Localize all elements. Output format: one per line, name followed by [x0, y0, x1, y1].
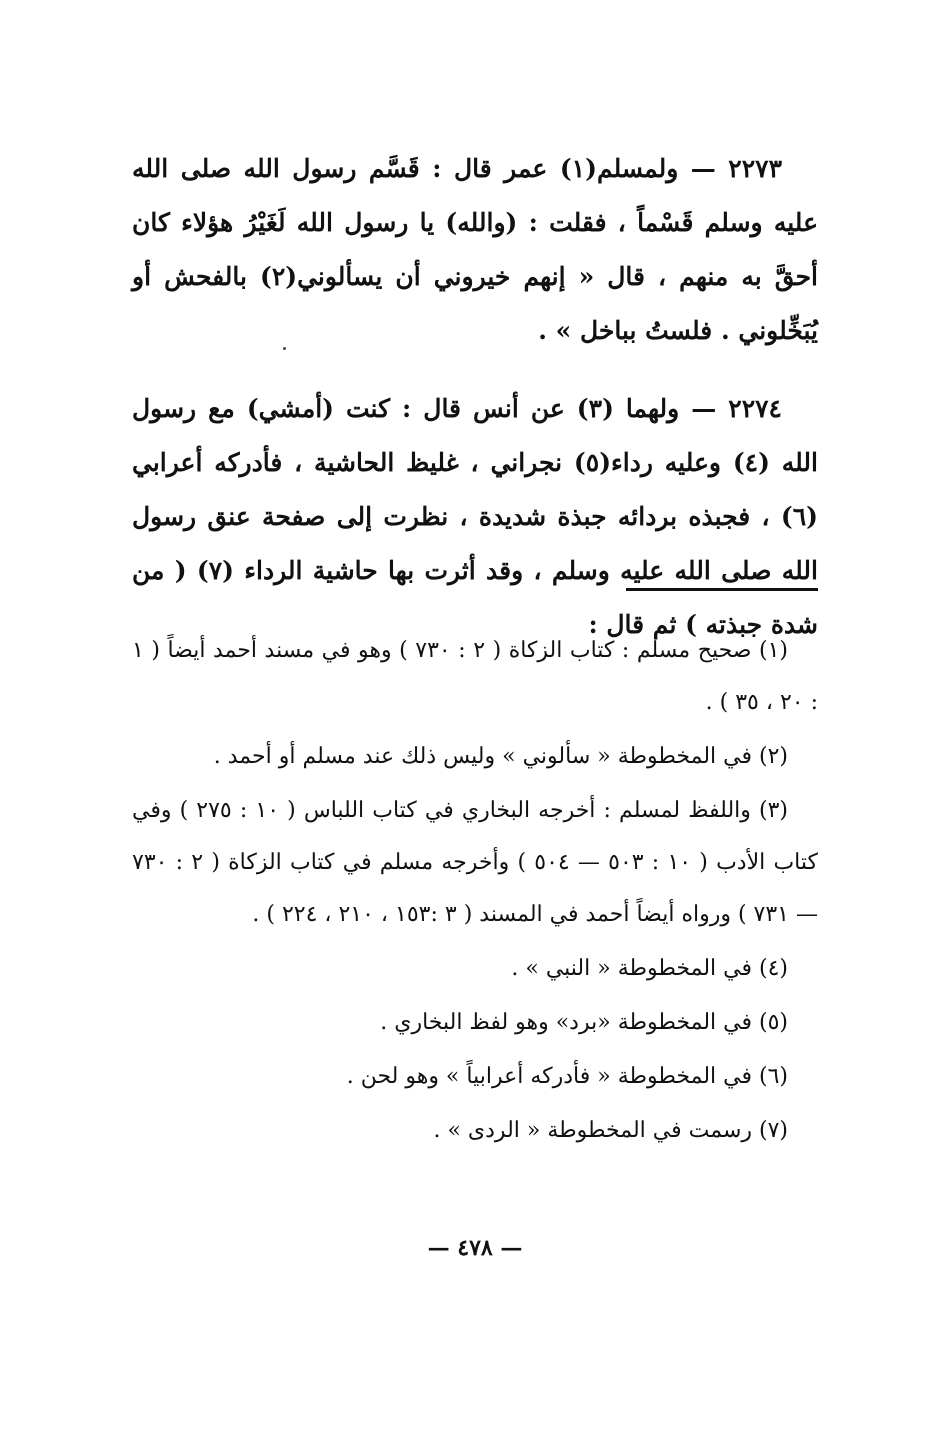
scan-speck [283, 347, 286, 350]
footnote-2: (٢) في المخطوطة « سألوني » وليس ذلك عند مسلم أو أحمد . [213, 744, 788, 769]
hadith-2274: ٢٢٧٤ — ولهما (٣) عن أنس قال : كنت (أمشي) مع رسول الله (٤) وعليه رداء(٥) نجراني ، غليظ الحاشية ، فأدركه أعرابي (٦) ، فجبذه بردائه جبذة شديدة ، نظرت إلى صفحة عنق رسول الله صلى الله عليه وسلم ، وقد أثرت بها حاشية الرداء (٧) ( من شدة جبذته ) ثم قال : [132, 394, 818, 639]
footnote-separator [626, 588, 818, 591]
main-text-block [132, 142, 818, 676]
footnote-6: (٦) في المخطوطة « فأدركه أعرابياً » وهو لحن . [346, 1064, 788, 1089]
footnote-4: (٤) في المخطوطة « النبي » . [511, 956, 788, 981]
footnote-3: (٣) واللفظ لمسلم : أخرجه البخاري في كتاب اللباس ( ١٠ : ٢٧٥ ) وفي كتاب الأدب ( ١٠ : ٥٠٣ — ٥٠٤ ) وأخرجه مسلم في كتاب الزكاة ( ٢ : ٧٣٠ — ٧٣١ ) ورواه أيضاً أحمد في المسند ( ٣ :١٥٣ ، ٢١٠ ، ٢٢٤ ) . [132, 798, 818, 927]
hadith-2273: ٢٢٧٣ — ولمسلم(١) عمر قال : قَسَّم رسول الله صلى الله عليه وسلم قَسْماً ، فقلت : (والله) يا رسول الله لَغَيْرُ هؤلاء كان أحقَّ به منهم ، قال « إنهم خيروني أن يسألوني(٢) بالفحش أو يُبَخِّلوني . فلستُ بباخل » . [132, 154, 819, 345]
page-number: — ٤٧٨ — [427, 1235, 523, 1261]
footnotes-block [132, 625, 818, 1159]
footnote-5: (٥) في المخطوطة «برد» وهو لفظ البخاري . [380, 1010, 788, 1035]
footnote-7: (٧) رسمت في المخطوطة « الردى » . [433, 1118, 788, 1143]
footnote-1: (١) صحيح مسلم : كتاب الزكاة ( ٢ : ٧٣٠ ) وهو في مسند أحمد أيضاً ( ١ : ٢٠ ، ٣٥ ) . [132, 638, 818, 715]
